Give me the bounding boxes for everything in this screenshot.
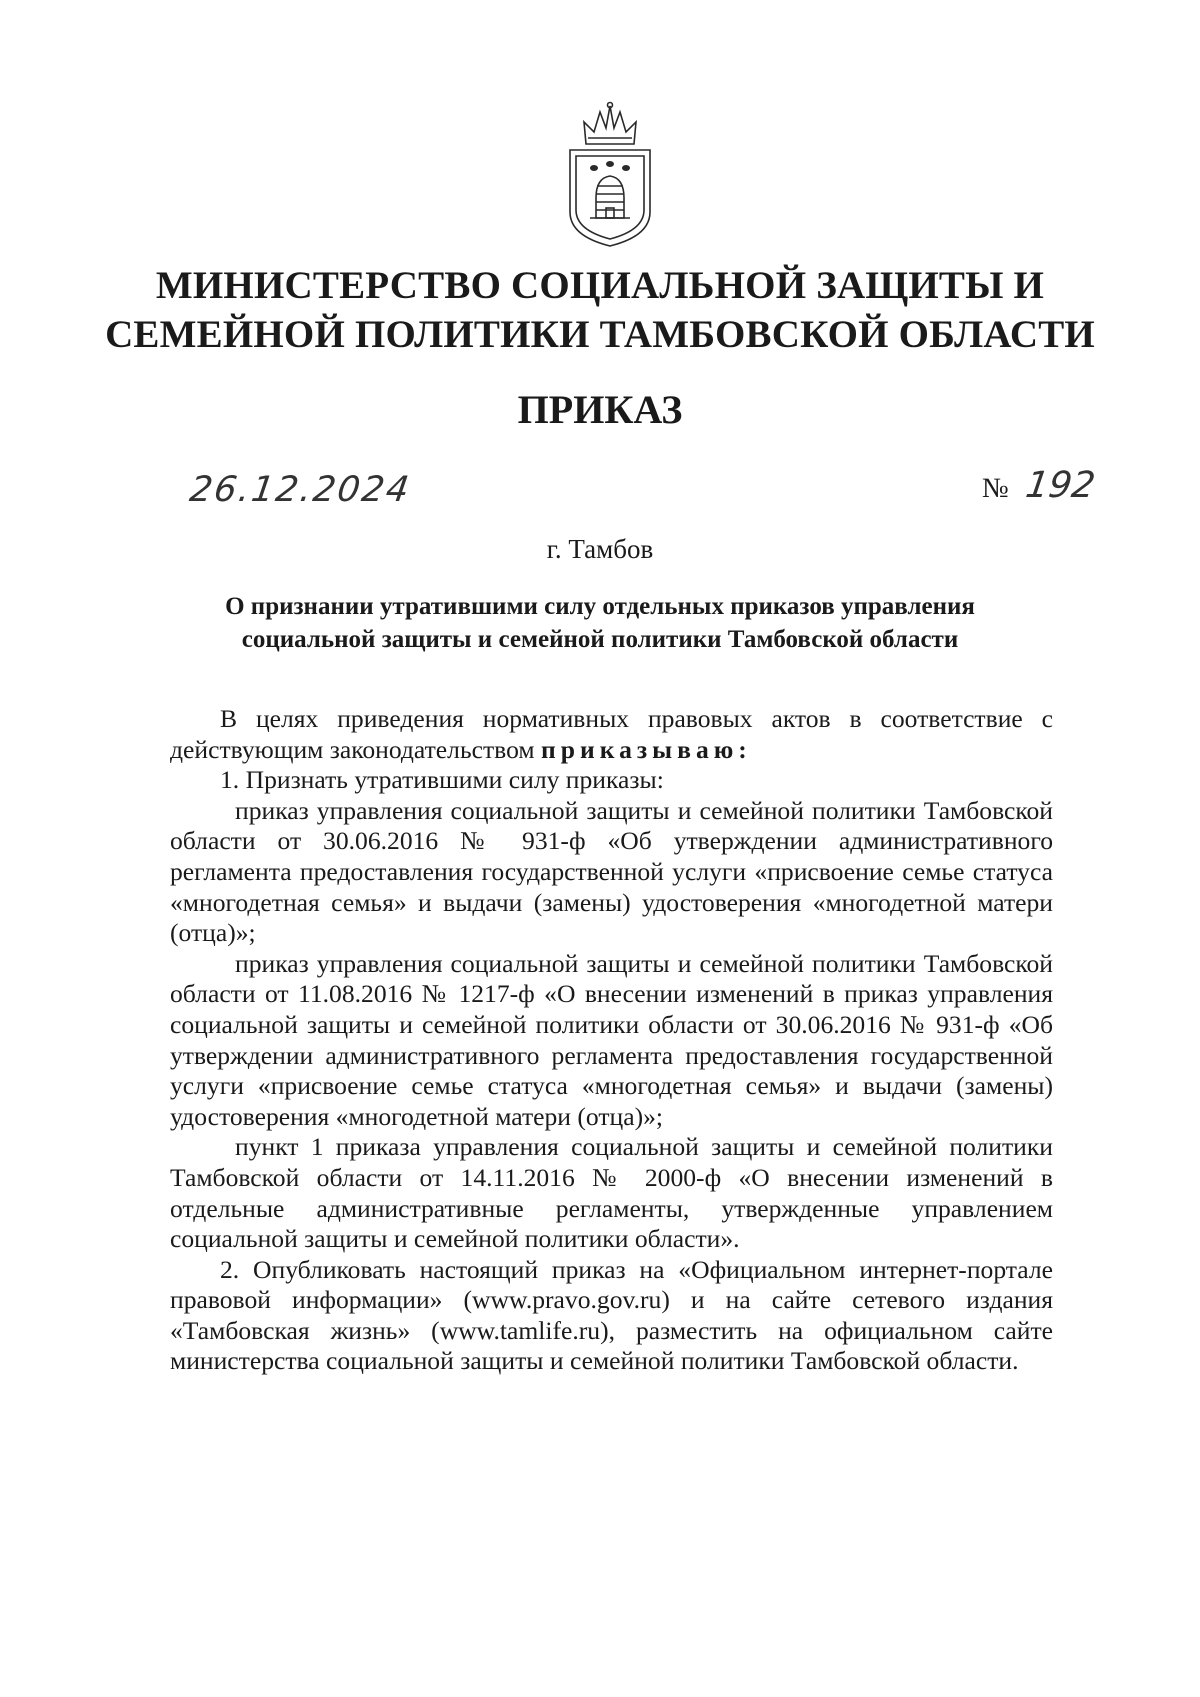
org-name-line2: СЕМЕЙНОЙ ПОЛИТИКИ ТАМБОВСКОЙ ОБЛАСТИ	[105, 313, 1095, 356]
order-word: приказываю:	[540, 734, 752, 764]
item2-paragraph: 2. Опубликовать настоящий приказ на «Официальном интернет-портале правовой информации» (www.pravo.gov.ru) и на сайте сетевого издания «Тамбовская жизнь» (www.tamlife.ru), разместить на официальном сайте министерства социальной защиты и семейной политики Тамбовской области.	[170, 1254, 1053, 1376]
org-name-line1: МИНИСТЕРСТВО СОЦИАЛЬНОЙ ЗАЩИТЫ И	[155, 264, 1045, 307]
item1-order-a: приказ управления социальной защиты и семейной политики Тамбовской области от 30.06.2016 № 931-ф «Об утверждении административного регламента предоставления государственной услуги «присвоение семье статуса «многодетная семья» и выдачи (замены) удостоверения «многодетной матери (отца)»;	[170, 795, 1053, 948]
intro-text: В целях приведения нормативных правовых актов в соответствие с действующим законодательством	[170, 704, 1053, 764]
tambov-coat-of-arms-icon	[562, 100, 658, 248]
item1-order-c: пункт 1 приказа управления социальной защиты и семейной политики Тамбовской области от 14.11.2016 № 2000-ф «О внесении изменений в отдельные административные регламенты, утвержденные управлением социальной защиты и семейной политики области».	[170, 1132, 1053, 1254]
number-sign: №	[982, 473, 1009, 504]
document-number	[982, 465, 1098, 506]
handwritten-date: 26.12.2024	[187, 470, 414, 510]
document-body	[170, 704, 1053, 1377]
document-date	[187, 470, 414, 510]
subject-line2: социальной защиты и семейной политики Тамбовской области	[241, 626, 959, 653]
document-type-title: ПРИКАЗ	[517, 387, 683, 432]
subject-line1: О признании утратившими силу отдельных приказов управления	[225, 593, 975, 620]
item1-title: 1. Признать утратившими силу приказы:	[220, 765, 664, 795]
handwritten-number: 192	[1022, 465, 1098, 506]
intro-paragraph	[170, 704, 1053, 765]
item1-order-b: приказ управления социальной защиты и семейной политики Тамбовской области от 11.08.2016 № 1217-ф «О внесении изменений в приказ управления социальной защиты и семейной политики области от 30.06.2016 № 931-ф «Об утверждении административного регламента предоставления государственной услуги «присвоение семье статуса «многодетная семья» и выдачи (замены) удостоверения «многодетной матери (отца)»;	[170, 948, 1053, 1131]
document-subject	[170, 590, 1030, 656]
document-city: г. Тамбов	[546, 534, 654, 564]
